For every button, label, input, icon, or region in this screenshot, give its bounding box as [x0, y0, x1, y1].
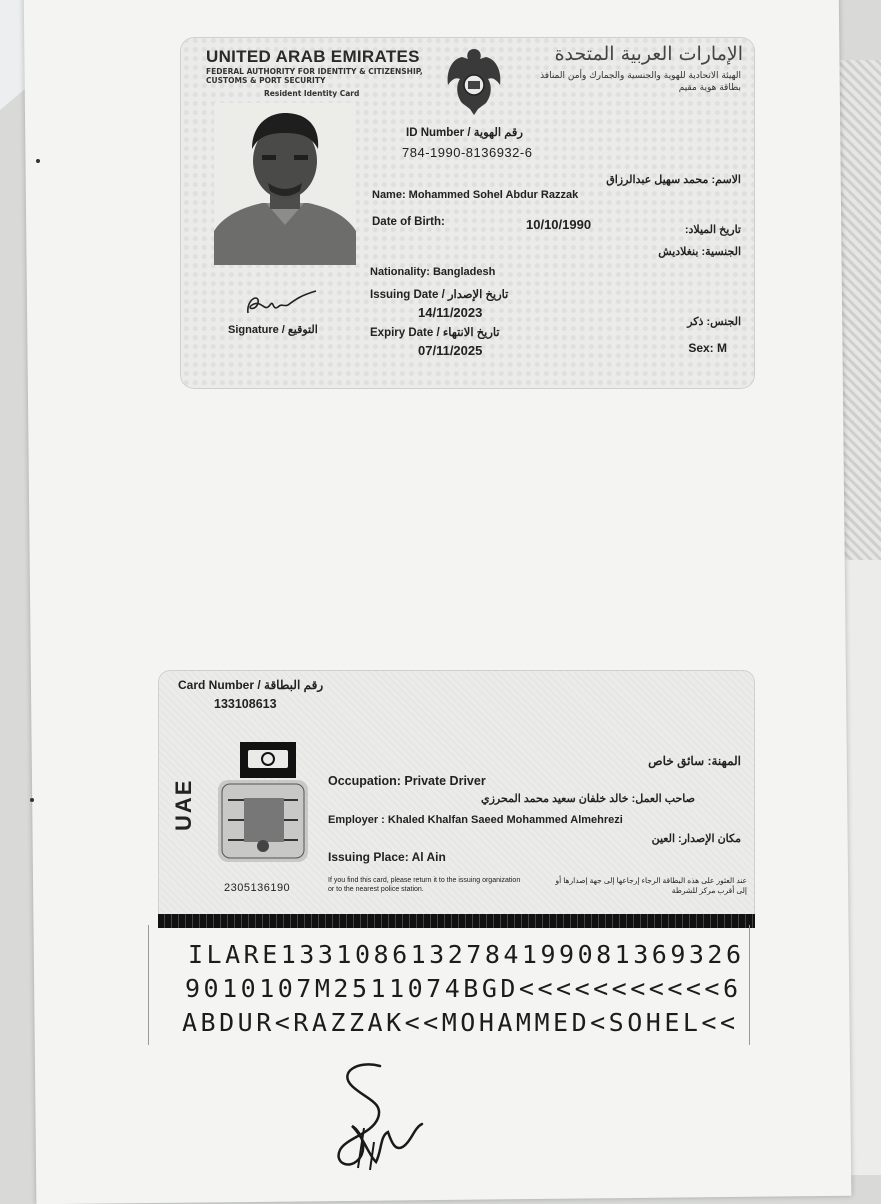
mrz-line-1: ILARE1331086132784199081369326 — [188, 940, 745, 969]
return-note-arabic: عند العثور على هذه البطاقة الرجاء إرجاعها إلى جهة إصدارها أو إلى أقرب مركز للشرطة — [555, 876, 747, 895]
holder-name: Name: Mohammed Sohel Abdur Razzak — [372, 189, 579, 201]
card-number-label: Card Number / رقم البطاقة — [178, 678, 324, 692]
name-arabic: الاسم: محمد سهيل عبدالرزاق — [606, 174, 741, 186]
country-title-arabic: الإمارات العربية المتحدة — [554, 43, 743, 65]
nationality-arabic: الجنسية: بنغلاديش — [658, 246, 741, 258]
sheet-mark — [30, 798, 34, 802]
card-type: Resident Identity Card — [264, 89, 360, 98]
mrz-line-2: 9010107M2511074BGD<<<<<<<<<<<6 — [185, 974, 742, 1003]
uae-vertical-label: UAE — [171, 778, 196, 831]
expiry-date: 07/11/2025 — [418, 343, 483, 358]
uae-falcon-emblem-icon — [442, 45, 506, 117]
expiry-date-label: Expiry Date / تاريخ الانتهاء — [370, 327, 500, 339]
dob-label-arabic: تاريخ الميلاد: — [684, 224, 741, 236]
id-card-back — [158, 670, 755, 928]
id-number: 784-1990-8136932-6 — [402, 145, 533, 160]
card-number: 133108613 — [214, 697, 277, 711]
sex-arabic: الجنس: ذكر — [687, 316, 741, 328]
employer-arabic: صاحب العمل: خالد خلفان سعيد محمد المحرزي — [480, 793, 695, 805]
dob-label: Date of Birth: — [372, 216, 445, 228]
chip-number: 2305136190 — [224, 882, 291, 894]
holder-photo — [214, 103, 356, 265]
mrz-line-3: ABDUR<RAZZAK<<MOHAMMED<SOHEL<< — [182, 1008, 739, 1037]
holder-signature — [242, 287, 332, 321]
chip-contact-icon — [240, 742, 296, 778]
sheet-mark — [36, 159, 40, 163]
authority-name: FEDERAL AUTHORITY FOR IDENTITY & CITIZENSHIP, CUSTOMS & PORT SECURITY — [206, 67, 423, 85]
issuing-date: 14/11/2023 — [418, 305, 483, 320]
handwritten-signature — [318, 1058, 438, 1175]
occupation: Occupation: Private Driver — [328, 774, 486, 788]
occupation-arabic: المهنة: سائق خاص — [648, 754, 741, 768]
authority-name-arabic: الهيئة الاتحادية للهوية والجنسية والجمارك وأمن المنافذ بطاقة هوية مقيم — [540, 71, 741, 93]
country-title: UNITED ARAB EMIRATES — [206, 47, 420, 66]
issuing-place: Issuing Place: Al Ain — [328, 850, 446, 864]
id-number-label: ID Number / رقم الهوية — [406, 127, 523, 139]
issuing-place-arabic: مكان الإصدار: العين — [651, 833, 741, 845]
signature-label: Signature / التوقيع — [228, 324, 318, 336]
return-note: If you find this card, please return it to the issuing organization or to the nearest police station. — [328, 877, 521, 893]
card-chip-icon — [218, 780, 308, 862]
issuing-date-label: Issuing Date / تاريخ الإصدار — [370, 289, 509, 301]
employer: Employer : Khaled Khalfan Saeed Mohammed Almehrezi — [328, 814, 623, 826]
nationality: Nationality: Bangladesh — [370, 266, 496, 278]
sex: Sex: M — [688, 341, 727, 355]
id-card-front — [180, 37, 755, 389]
dob-value: 10/10/1990 — [526, 217, 592, 232]
